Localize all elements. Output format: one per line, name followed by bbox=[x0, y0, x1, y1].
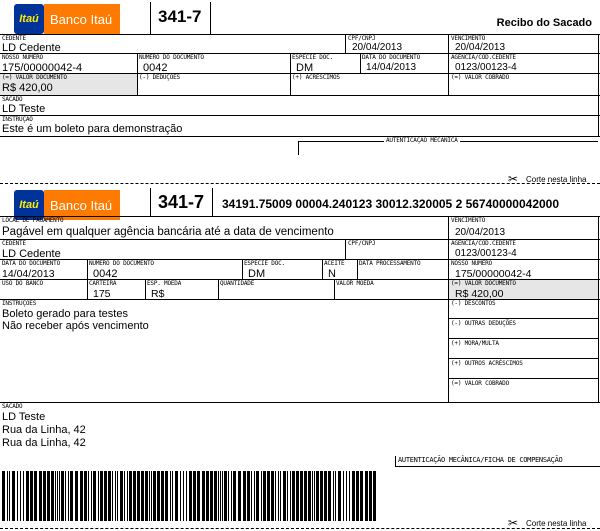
barcode-bar bbox=[287, 471, 288, 521]
instrucoes-label: INSTRUÇÕES bbox=[2, 300, 37, 307]
barcode-bar bbox=[304, 471, 307, 521]
barcode-bar bbox=[308, 471, 311, 521]
nosso-numero-label: NOSSO NÚMERO bbox=[2, 54, 43, 61]
barcode-bar bbox=[256, 471, 259, 521]
cut-line-label: Corte nesta linha bbox=[526, 175, 587, 184]
valor-documento-label: (=) VALOR DOCUMENTO bbox=[2, 74, 67, 81]
barcode-bar bbox=[356, 471, 359, 521]
barcode-bar bbox=[271, 471, 274, 521]
barcode-bar bbox=[238, 471, 241, 521]
logo-text: Itaú bbox=[19, 13, 39, 25]
mora-multa-label: (+) MORA/MULTA bbox=[451, 340, 499, 347]
especie-label: ESPÉCIE DOC. bbox=[244, 260, 285, 267]
barcode-bar bbox=[104, 471, 107, 521]
especie-label: ESPÉCIE DOC. bbox=[292, 54, 333, 61]
uso-banco-label: USO DO BANCO bbox=[2, 280, 43, 287]
barcode-bar bbox=[296, 471, 299, 521]
barcode-bar bbox=[98, 471, 99, 521]
bank-code: 341-7 bbox=[158, 7, 202, 26]
barcode-bar bbox=[61, 471, 64, 521]
linha-digitavel: 34191.75009 00004.240123 30012.320005 2 56740000042000 bbox=[222, 197, 560, 211]
barcode-bar bbox=[214, 471, 217, 521]
barcode-bar bbox=[338, 471, 341, 521]
sacado-value: LD Teste bbox=[2, 103, 46, 115]
instrucao-line-1: Boleto gerado para testes bbox=[2, 308, 128, 320]
barcode-bar bbox=[300, 471, 303, 521]
autenticacao-label: AUTENTICAÇÃO MECÂNICA bbox=[386, 137, 458, 144]
barcode-bar bbox=[320, 471, 323, 521]
sacado-label: SACADO bbox=[2, 403, 23, 410]
barcode-bar bbox=[197, 471, 200, 521]
barcode-bar bbox=[180, 471, 181, 521]
barcode-bar bbox=[220, 471, 221, 521]
autenticacao-ficha-label: AUTENTICAÇÃO MECÂNICA/FICHA DE COMPENSAÇÃO bbox=[398, 456, 563, 464]
barcode-bar bbox=[127, 471, 128, 521]
barcode-bar bbox=[117, 471, 118, 521]
outros-acrescimos-label: (+) OUTROS ACRÉSCIMOS bbox=[451, 360, 523, 367]
aceite-value: N bbox=[328, 268, 336, 280]
barcode-bar bbox=[267, 471, 270, 521]
barcode-bar bbox=[65, 471, 66, 521]
barcode-bar bbox=[247, 471, 250, 521]
valor-documento-value: R$ 420,00 bbox=[455, 288, 504, 300]
especie-value: DM bbox=[296, 62, 314, 74]
carteira-value: 175 bbox=[93, 288, 111, 300]
barcode-bar bbox=[222, 471, 223, 521]
barcode-bar bbox=[324, 471, 327, 521]
cedente-label: CEDENTE bbox=[2, 35, 26, 42]
barcode-bar bbox=[202, 471, 205, 521]
barcode-bar bbox=[39, 471, 42, 521]
barcode-bar bbox=[346, 471, 347, 521]
barcode-bar bbox=[70, 471, 73, 521]
barcode-bar bbox=[59, 471, 60, 521]
barcode-bar bbox=[157, 471, 160, 521]
barcode-bar bbox=[151, 471, 152, 521]
data-documento-value: 14/04/2013 bbox=[366, 62, 417, 73]
numero-documento-label: NÚMERO DO DOCUMENTO bbox=[89, 260, 154, 267]
cedente-value: LD Cedente bbox=[2, 248, 61, 260]
numero-documento-value: 0042 bbox=[93, 268, 118, 280]
endereco-line-2: Rua da Linha, 42 bbox=[2, 437, 86, 449]
barcode-bar bbox=[280, 471, 281, 521]
barcode-bar bbox=[352, 471, 355, 521]
barcode-bar bbox=[120, 471, 123, 521]
barcode-bar bbox=[333, 471, 334, 521]
scissors-icon: ✂ bbox=[508, 516, 519, 530]
barcode-bar bbox=[263, 471, 266, 521]
barcode-bar bbox=[243, 471, 246, 521]
sacado-label: SACADO bbox=[2, 96, 23, 103]
data-documento-label: DATA DO DOCUMENTO bbox=[362, 54, 421, 61]
agencia-label: AGÊNCIA/CÓD.CEDENTE bbox=[451, 54, 516, 61]
cpf-value: 20/04/2013 bbox=[352, 42, 403, 53]
bank-name: Banco Itaú bbox=[44, 4, 120, 34]
barcode-bar bbox=[57, 471, 58, 521]
esp-moeda-value: R$ bbox=[151, 288, 165, 300]
barcode-bar bbox=[360, 471, 363, 521]
agencia-label: AGÊNCIA/CÓD.CEDENTE bbox=[451, 240, 516, 247]
agencia-value: 0123/00123-4 bbox=[455, 62, 517, 73]
vencimento-label: VENCIMENTO bbox=[451, 35, 486, 42]
vencimento-value: 20/04/2013 bbox=[455, 227, 506, 238]
cut-line bbox=[0, 528, 600, 529]
esp-moeda-label: ESP. MOEDA bbox=[147, 280, 182, 287]
barcode-bar bbox=[292, 471, 295, 521]
nosso-numero-value: 175/00000042-4 bbox=[455, 268, 532, 280]
vencimento-label: VENCIMENTO bbox=[451, 217, 486, 224]
data-documento-value: 14/04/2013 bbox=[2, 268, 55, 280]
quantidade-label: QUANTIDADE bbox=[220, 280, 255, 287]
barcode-bar bbox=[290, 471, 291, 521]
barcode-bar bbox=[43, 471, 46, 521]
carteira-label: CARTEIRA bbox=[89, 280, 117, 287]
numero-documento-label: NÚMERO DO DOCUMENTO bbox=[139, 54, 204, 61]
agencia-value: 0123/00123-4 bbox=[455, 248, 517, 259]
aceite-label: ACEITE bbox=[324, 260, 345, 267]
barcode-bar bbox=[278, 471, 279, 521]
itau-logo-icon bbox=[14, 4, 44, 34]
valor-documento-label: (=) VALOR DOCUMENTO bbox=[451, 280, 516, 287]
valor-documento-value: R$ 420,00 bbox=[2, 82, 53, 94]
descontos-label: (-) DESCONTOS bbox=[451, 300, 496, 307]
barcode-bar bbox=[149, 471, 150, 521]
barcode-bar bbox=[55, 471, 56, 521]
barcode-bar bbox=[186, 471, 187, 521]
barcode-bar bbox=[175, 471, 178, 521]
endereco-line-1: Rua da Linha, 42 bbox=[2, 424, 86, 436]
barcode-bar bbox=[275, 471, 276, 521]
barcode-bar bbox=[349, 471, 350, 521]
scissors-icon: ✂ bbox=[508, 172, 519, 186]
bank-name: Banco Itaú bbox=[44, 190, 120, 220]
barcode-bar bbox=[9, 471, 10, 521]
barcode-bar bbox=[2, 471, 5, 521]
cedente-value: LD Cedente bbox=[2, 42, 61, 54]
instrucao-value: Este é um boleto para demonstração bbox=[2, 123, 183, 135]
barcode-bar bbox=[316, 471, 319, 521]
barcode-bar bbox=[112, 471, 113, 521]
barcode-bar bbox=[161, 471, 164, 521]
barcode bbox=[2, 471, 376, 521]
barcode-bar bbox=[328, 471, 331, 521]
barcode-bar bbox=[228, 471, 229, 521]
barcode-bar bbox=[26, 471, 29, 521]
cpf-label: CPF/CNPJ bbox=[348, 35, 376, 42]
outras-deducoes-label: (-) OUTRAS DEDUÇÕES bbox=[451, 320, 516, 327]
valor-moeda-label: VALOR MOEDA bbox=[336, 280, 374, 287]
local-pagamento-value: Pagável em qualquer agência bancária até a data de vencimento bbox=[2, 226, 334, 238]
barcode-bar bbox=[172, 471, 173, 521]
vencimento-value: 20/04/2013 bbox=[455, 42, 506, 53]
barcode-bar bbox=[183, 471, 184, 521]
data-processamento-label: DATA PROCESSAMENTO bbox=[359, 260, 421, 267]
barcode-bar bbox=[189, 471, 192, 521]
barcode-bar bbox=[68, 471, 69, 521]
barcode-bar bbox=[206, 471, 209, 521]
barcode-bar bbox=[261, 471, 262, 521]
barcode-bar bbox=[30, 471, 33, 521]
barcode-bar bbox=[108, 471, 111, 521]
bank-code: 341-7 bbox=[158, 192, 205, 212]
barcode-bar bbox=[170, 471, 171, 521]
barcode-bar bbox=[233, 471, 236, 521]
barcode-bar bbox=[165, 471, 168, 521]
logo-text: Itaú bbox=[19, 199, 39, 211]
nosso-numero-value: 175/00000042-4 bbox=[2, 62, 83, 74]
barcode-bar bbox=[20, 471, 21, 521]
barcode-bar bbox=[365, 471, 368, 521]
barcode-bar bbox=[218, 471, 219, 521]
nosso-numero-label: NOSSO NÚMERO bbox=[451, 260, 492, 267]
barcode-bar bbox=[251, 471, 252, 521]
instrucao-line-2: Não receber após vencimento bbox=[2, 320, 149, 332]
especie-value: DM bbox=[248, 268, 266, 280]
barcode-bar bbox=[115, 471, 116, 521]
barcode-bar bbox=[193, 471, 196, 521]
cut-line-label: Corte nesta linha bbox=[526, 519, 587, 528]
barcode-bar bbox=[231, 471, 232, 521]
barcode-bar bbox=[23, 471, 24, 521]
barcode-bar bbox=[88, 471, 89, 521]
sacado-value: LD Teste bbox=[2, 411, 46, 423]
barcode-bar bbox=[100, 471, 103, 521]
barcode-bar bbox=[224, 471, 227, 521]
barcode-bar bbox=[145, 471, 148, 521]
barcode-bar bbox=[312, 471, 313, 521]
cpf-label: CPF/CNPJ bbox=[348, 240, 376, 247]
barcode-bar bbox=[80, 471, 83, 521]
barcode-bar bbox=[335, 471, 336, 521]
barcode-bar bbox=[75, 471, 78, 521]
barcode-bar bbox=[373, 471, 376, 521]
barcode-bar bbox=[314, 471, 315, 521]
barcode-bar bbox=[84, 471, 87, 521]
barcode-bar bbox=[17, 471, 18, 521]
barcode-bar bbox=[93, 471, 96, 521]
barcode-bar bbox=[369, 471, 372, 521]
valor-cobrado-label: (=) VALOR COBRADO bbox=[451, 380, 510, 387]
barcode-bar bbox=[51, 471, 54, 521]
barcode-bar bbox=[34, 471, 37, 521]
cedente-label: CEDENTE bbox=[2, 240, 26, 247]
data-documento-label: DATA DO DOCUMENTO bbox=[2, 260, 61, 267]
barcode-bar bbox=[141, 471, 144, 521]
barcode-bar bbox=[254, 471, 255, 521]
receipt-title: Recibo do Sacado bbox=[496, 17, 592, 29]
valor-cobrado-label: (=) VALOR COBRADO bbox=[451, 74, 510, 81]
barcode-bar bbox=[133, 471, 136, 521]
barcode-bar bbox=[7, 471, 8, 521]
barcode-bar bbox=[91, 471, 92, 521]
barcode-bar bbox=[12, 471, 15, 521]
barcode-bar bbox=[283, 471, 286, 521]
instrucao-label: INSTRUÇÃO bbox=[2, 116, 33, 123]
local-pagamento-label: LOCAL DE PAGAMENTO bbox=[2, 217, 64, 224]
acrescimos-label: (+) ACRÉSCIMOS bbox=[292, 74, 340, 81]
deducoes-label: (-) DEDUÇÕES bbox=[139, 74, 180, 81]
barcode-bar bbox=[47, 471, 50, 521]
barcode-bar bbox=[129, 471, 132, 521]
barcode-bar bbox=[343, 471, 344, 521]
bank-logo bbox=[14, 4, 120, 34]
barcode-bar bbox=[153, 471, 156, 521]
barcode-bar bbox=[124, 471, 125, 521]
numero-documento-value: 0042 bbox=[143, 62, 168, 74]
barcode-bar bbox=[210, 471, 213, 521]
barcode-bar bbox=[137, 471, 140, 521]
cut-line bbox=[0, 183, 600, 184]
